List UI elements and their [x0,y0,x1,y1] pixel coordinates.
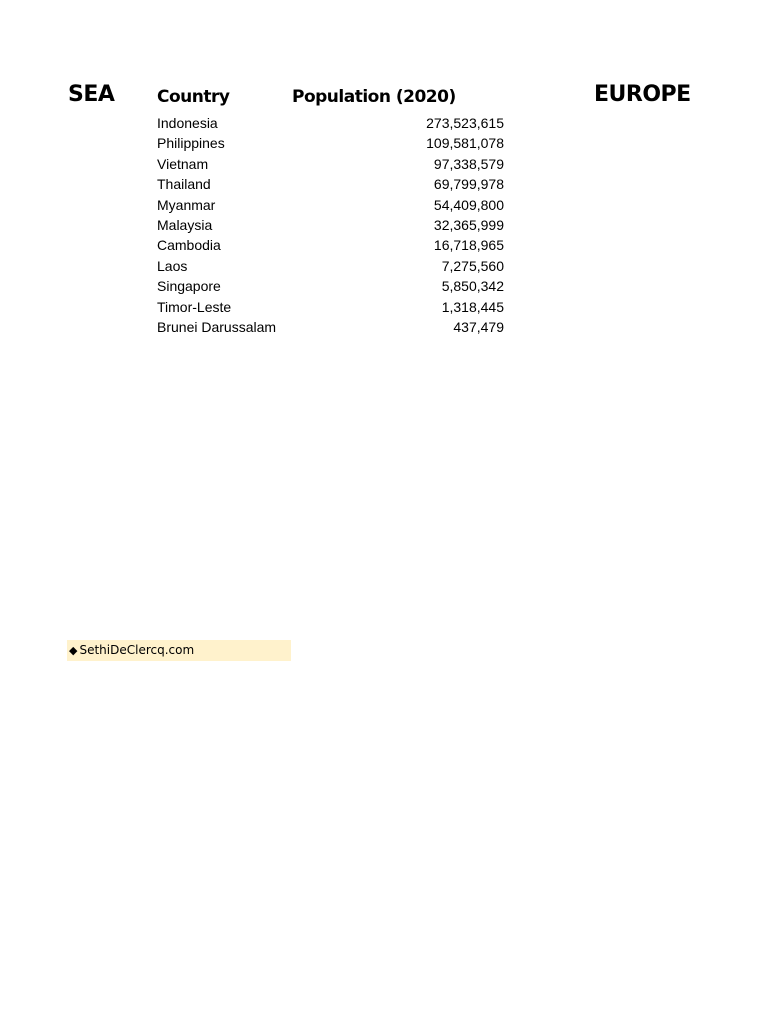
country-cell: Indonesia [157,115,218,131]
table-row [157,174,504,194]
region-heading-europe: EUROPE [594,82,691,107]
table-row [157,297,504,317]
country-cell: Myanmar [157,196,216,213]
country-cell: Cambodia [157,237,221,254]
population-cell: 16,718,965 [433,237,504,254]
country-cell: Laos [157,257,188,274]
table-row [157,113,504,133]
table-row [157,317,504,337]
population-cell: 54,409,800 [433,196,504,213]
table-row [157,133,504,153]
column-header-country: Country [157,87,230,107]
population-cell: 97,338,579 [433,155,504,172]
country-cell: Thailand [157,176,211,193]
table-row [157,154,504,174]
population-cell: 69,799,978 [433,176,504,193]
population-cell: 1,318,445 [441,298,504,315]
credit-text: SethiDeClercq.com [79,643,195,657]
country-cell: Malaysia [157,216,213,233]
table-row [157,235,504,255]
population-cell: 7,275,560 [441,257,504,274]
country-cell: Philippines [157,135,225,152]
table-row [157,215,504,235]
diamond-icon: ◆ [69,644,78,657]
population-cell: 437,479 [453,318,504,335]
country-cell: Singapore [157,278,221,295]
population-cell: 109,581,078 [426,135,504,152]
population-cell: 273,523,615 [426,115,504,131]
population-cell: 5,850,342 [441,278,504,295]
population-table [157,113,504,337]
region-heading-sea: SEA [68,82,115,107]
table-row [157,256,504,276]
population-cell: 32,365,999 [433,216,504,233]
table-row [157,195,504,215]
table-row [157,276,504,296]
column-header-population: Population (2020) [292,87,456,107]
country-cell: Timor-Leste [157,298,232,315]
country-cell: Vietnam [157,155,209,172]
credit-cell [67,640,291,661]
country-cell: Brunei Darussalam [157,318,277,335]
